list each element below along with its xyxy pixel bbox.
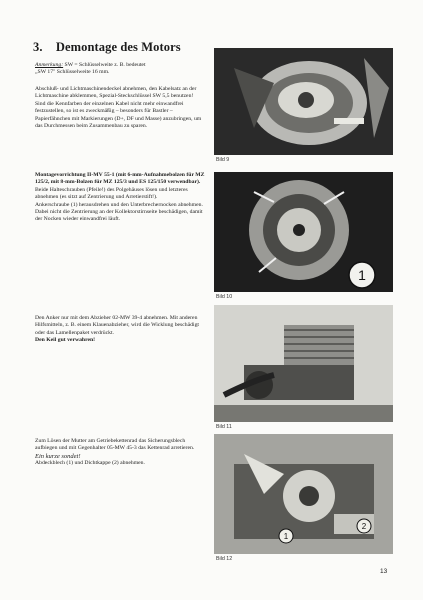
section4-p1: Zum Lösen der Mutter am Getriebekettenrad das Sicherungsblech aufbiegen und mit Gegenhalter 05-MW 45-3 das Kettenrad arretieren. <box>35 438 195 452</box>
figure-12-photo <box>214 434 393 554</box>
figure-12-marker-1: 1 <box>283 532 289 541</box>
section4-p2: Ein kurze sondet! <box>35 452 81 460</box>
figure-11-caption: Bild 11 <box>216 424 232 430</box>
section-heading <box>33 40 181 55</box>
figure-10-photo <box>214 172 393 292</box>
section3-text <box>35 315 207 345</box>
section1-body: Sind die Kennfarben der einzelnen Kabel nicht mehr einwandfrei festzustellen, so ist es zweckmäßig – besonders für Bastler – Papierfähnchen mit Markierungen (D+, DF und Masse) anzubringen, um das Durchmessen beim Zusammenbau zu sparen. <box>35 100 202 130</box>
figure-10-marker: 1 <box>358 267 366 283</box>
section4-text <box>35 438 207 468</box>
section2-p3: Ankerschraube (1) herausdrehen und den Unterbrechernocken abnehmen. Dabei nicht die Zentrierung an der Kollektorstirnseite beschädigen, damit der Nocken wieder einwandfrei läuft. <box>35 201 203 223</box>
section4-p3: Abdeckblech (1) und Dichtkappe (2) abnehmen. <box>35 460 145 467</box>
section2-p1: Montagevorrichtung II-MV 55-1 (mit 6-mm-Aufnahmebolzen für MZ 125/2, mit 8-mm-Bolzen für MZ 125/3 und ES 125/150 verwendbar). <box>35 172 205 186</box>
figure-10-caption: Bild 10 <box>216 294 233 300</box>
note-block <box>35 62 207 77</box>
puller-image <box>214 305 393 422</box>
section1-text <box>35 86 207 130</box>
armature-image <box>214 172 393 292</box>
figure-12-marker-2: 2 <box>361 522 367 531</box>
figure-12-caption: Bild 12 <box>216 556 233 562</box>
figure-9-caption: Bild 9 <box>216 157 230 163</box>
section1-intro: Abschluß- und Lichtmaschinendeckel abnehmen, den Kabelsatz an der Lichtmaschine abklemmen, Spezial-Steckschlüssel SW 5,5 benutzen! <box>35 86 197 100</box>
note-line1: SW = Schlüsselweite z. B. bedeutet <box>64 62 146 68</box>
section3-p2: Den Keil gut verwahren! <box>35 337 96 344</box>
sprocket-image <box>214 434 393 554</box>
section-title: Demontage des Motors <box>55 40 181 54</box>
note-label: Anmerkung: <box>35 62 64 68</box>
section2-text <box>35 172 207 224</box>
figure-11-photo <box>214 305 393 422</box>
page-number: 13 <box>380 568 388 575</box>
section3-p1: Den Anker nur mit dem Abzieher 02-MW 39-4 abnehmen. Mit anderen Hilfsmitteln, z. B. einem Klauenabzieher, wird die Wicklung beschädigt oder das Lamellenpaket verdrückt. <box>35 315 200 336</box>
section-number: 3. <box>33 40 43 54</box>
note-line2: „SW 17" Schlüsselweite 16 mm. <box>35 69 110 76</box>
generator-cover-image <box>214 48 393 155</box>
figure-9-photo <box>214 48 393 155</box>
section2-p2: Beide Halteschrauben (Pfeile!) des Polgehäuses lösen und letzteres abnehmen (es sitzt auf Zentrierung und Arretierstift!). <box>35 186 188 201</box>
